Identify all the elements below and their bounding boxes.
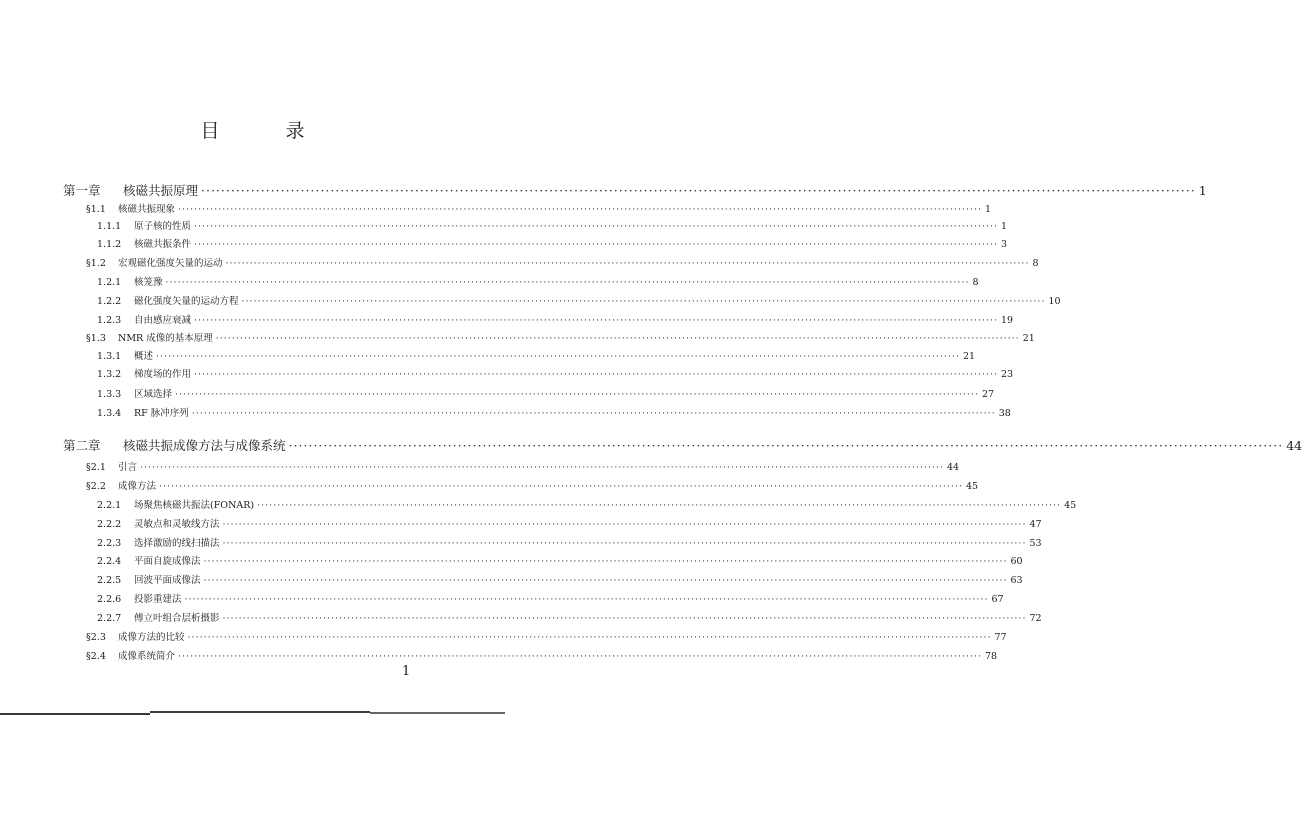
toc-entry-number: 1.3.4 [97, 408, 122, 419]
toc-entry-sub [97, 610, 1042, 624]
toc-entry-sub [97, 553, 1023, 567]
toc-entry-page: 1 [1000, 221, 1008, 232]
toc-entry-title: 成像方法 [118, 481, 157, 492]
toc-entry-chapter [63, 181, 1207, 199]
toc-entry-number: 第二章 [63, 438, 101, 453]
footer-rule [370, 712, 505, 714]
toc-entry-title: 梯度场的作用 [134, 369, 192, 380]
page-title: 目 录 [200, 120, 335, 142]
toc-entry-title: 核笼豫 [134, 277, 163, 288]
toc-entry-sub [97, 274, 979, 288]
toc-entry-title: 核磁共振条件 [134, 239, 192, 250]
toc-entry-number: §1.2 [86, 258, 106, 269]
toc-entry-section [86, 478, 979, 492]
toc-entry-title: 平面自旋成像法 [134, 556, 201, 567]
toc-entry-number: 2.2.7 [97, 613, 122, 624]
toc-entry-number: 2.2.3 [97, 538, 122, 549]
toc-entry-page: 38 [998, 408, 1011, 419]
toc-entry-sub [97, 218, 1008, 232]
toc-entry-number: §2.2 [86, 481, 106, 492]
toc-entry-sub [97, 236, 1008, 250]
toc-entry-page: 19 [1000, 315, 1014, 326]
toc-leader-dots: ········································································································································································································ [203, 575, 1008, 586]
toc-leader-dots: ········································································································································································································ [201, 183, 1196, 198]
toc-entry-number: 1.3.2 [97, 369, 122, 380]
toc-entry-page: 78 [984, 651, 998, 662]
toc-leader-dots: ········································································································································································································ [184, 594, 989, 605]
toc-entry-number: 1.1.2 [97, 239, 122, 250]
toc-leader-dots: ········································································································································································································ [241, 296, 1046, 307]
toc-entry-page: 21 [962, 351, 976, 362]
toc-entry-page: 63 [1010, 575, 1023, 586]
toc-entry-sub [97, 591, 1004, 605]
toc-entry-number: 1.3.1 [97, 351, 122, 362]
toc-entry-chapter [63, 436, 1302, 454]
toc-entry-sub [97, 516, 1042, 530]
toc-entry-number: 1.2.2 [97, 296, 122, 307]
toc-leader-dots: ········································································································································································································ [194, 369, 998, 380]
toc-leader-dots: ········································································································································································································ [178, 204, 982, 215]
footer-rule [150, 711, 370, 713]
toc-leader-dots: ········································································································································································································ [187, 632, 992, 643]
toc-entry-sub [97, 497, 1077, 511]
toc-entry-section [86, 255, 1039, 269]
toc-entry-number: 1.2.3 [97, 315, 122, 326]
toc-leader-dots: ········································································································································································································ [178, 651, 982, 662]
footer-rule [0, 713, 150, 715]
toc-entry-number: §1.3 [86, 333, 106, 344]
toc-entry-page: 44 [1286, 438, 1302, 453]
toc-entry-page: 23 [1000, 369, 1014, 380]
toc-entry-sub [97, 293, 1061, 307]
toc-entry-page: 67 [991, 594, 1004, 605]
toc-entry-number: 2.2.5 [97, 575, 122, 586]
toc-entry-page: 72 [1029, 613, 1042, 624]
toc-entry-page: 10 [1048, 296, 1061, 307]
toc-entry-title: 引言 [118, 462, 138, 473]
toc-entry-title: 场聚焦核磁共振法(FONAR) [134, 500, 255, 511]
toc-entry-number: 2.2.6 [97, 594, 122, 605]
toc-entry-section [86, 201, 992, 215]
toc-leader-dots: ········································································································································································································ [203, 556, 1008, 567]
toc-leader-dots: ········································································································································································································ [257, 500, 1062, 511]
toc-entry-sub [97, 405, 1011, 419]
toc-entry-page: 1 [984, 204, 992, 215]
toc-entry-page: 60 [1010, 556, 1023, 567]
toc-entry-title: NMR 成像的基本原理 [118, 333, 213, 344]
toc-leader-dots: ········································································································································································································ [222, 613, 1027, 624]
toc-leader-dots: ········································································································································································································ [222, 519, 1027, 530]
toc-leader-dots: ········································································································································································································ [225, 258, 1030, 269]
toc-leader-dots: ········································································································································································································ [194, 239, 998, 250]
toc-entry-page: 27 [981, 389, 995, 400]
toc-entry-page: 8 [1032, 258, 1039, 269]
toc-entry-sub [97, 312, 1014, 326]
toc-entry-page: 77 [994, 632, 1007, 643]
toc-entry-number: 2.2.4 [97, 556, 122, 567]
page-number: 1 [402, 664, 411, 679]
toc-entry-title: 傅立叶组合层析摄影 [134, 613, 220, 624]
toc-entry-section [86, 629, 1007, 643]
toc-entry-number: 第一章 [63, 183, 101, 198]
toc-leader-dots: ········································································································································································································ [215, 333, 1020, 344]
toc-entry-page: 8 [972, 277, 979, 288]
toc-entry-sub [97, 535, 1042, 549]
toc-entry-title: 回波平面成像法 [134, 575, 201, 586]
toc-entry-page: 47 [1029, 519, 1042, 530]
toc-entry-section [86, 459, 960, 473]
toc-entry-title: RF 脉冲序列 [134, 408, 189, 419]
toc-entry-number: §2.1 [86, 462, 106, 473]
toc-entry-number: 2.2.2 [97, 519, 122, 530]
toc-entry-title: 投影重建法 [134, 594, 182, 605]
toc-leader-dots: ········································································································································································································ [175, 389, 979, 400]
toc-leader-dots: ········································································································································································································ [165, 277, 970, 288]
toc-entry-number: §2.4 [86, 651, 106, 662]
toc-entry-title: 自由感应衰减 [134, 315, 192, 326]
toc-entry-page: 3 [1000, 239, 1008, 250]
toc-leader-dots: ········································································································································································································ [194, 315, 998, 326]
toc-entry-page: 45 [965, 481, 979, 492]
toc-entry-title: 宏观磁化强度矢量的运动 [118, 258, 223, 269]
toc-leader-dots: ········································································································································································································ [156, 351, 960, 362]
toc-entry-number: 1.3.3 [97, 389, 122, 400]
toc-entry-page: 53 [1029, 538, 1042, 549]
toc-leader-dots: ········································································································································································································ [222, 538, 1027, 549]
toc-leader-dots: ········································································································································································································ [194, 221, 998, 232]
toc-entry-title: 成像方法的比较 [118, 632, 185, 643]
toc-entry-title: 成像系统简介 [118, 651, 176, 662]
toc-entry-title: 区域选择 [134, 389, 173, 400]
toc-entry-section [86, 648, 998, 662]
toc-entry-number: §2.3 [86, 632, 106, 643]
toc-entry-title: 选择激励的线扫描法 [134, 538, 220, 549]
toc-entry-page: 1 [1198, 183, 1207, 198]
toc-entry-title: 核磁共振成像方法与成像系统 [123, 438, 286, 453]
toc-leader-dots: ········································································································································································································ [288, 438, 1284, 453]
toc-entry-title: 核磁共振现象 [118, 204, 176, 215]
toc-leader-dots: ········································································································································································································ [191, 408, 996, 419]
toc-entry-section [86, 330, 1035, 344]
toc-leader-dots: ········································································································································································································ [159, 481, 963, 492]
toc-entry-title: 灵敏点和灵敏线方法 [134, 519, 220, 530]
toc-entry-sub [97, 366, 1014, 380]
toc-entry-page: 44 [946, 462, 960, 473]
toc-entry-page: 21 [1022, 333, 1035, 344]
toc-entry-number: §1.1 [86, 204, 106, 215]
toc-entry-title: 磁化强度矢量的运动方程 [134, 296, 239, 307]
toc-entry-sub [97, 348, 976, 362]
toc-entry-title: 概述 [134, 351, 154, 362]
toc-entry-number: 1.2.1 [97, 277, 122, 288]
toc-entry-title: 核磁共振原理 [123, 183, 199, 198]
toc-entry-page: 45 [1064, 500, 1077, 511]
toc-leader-dots: ········································································································································································································ [140, 462, 944, 473]
toc-entry-number: 2.2.1 [97, 500, 122, 511]
toc-entry-sub [97, 572, 1023, 586]
toc-entry-number: 1.1.1 [97, 221, 122, 232]
toc-entry-sub [97, 386, 995, 400]
toc-entry-title: 原子核的性质 [134, 221, 192, 232]
